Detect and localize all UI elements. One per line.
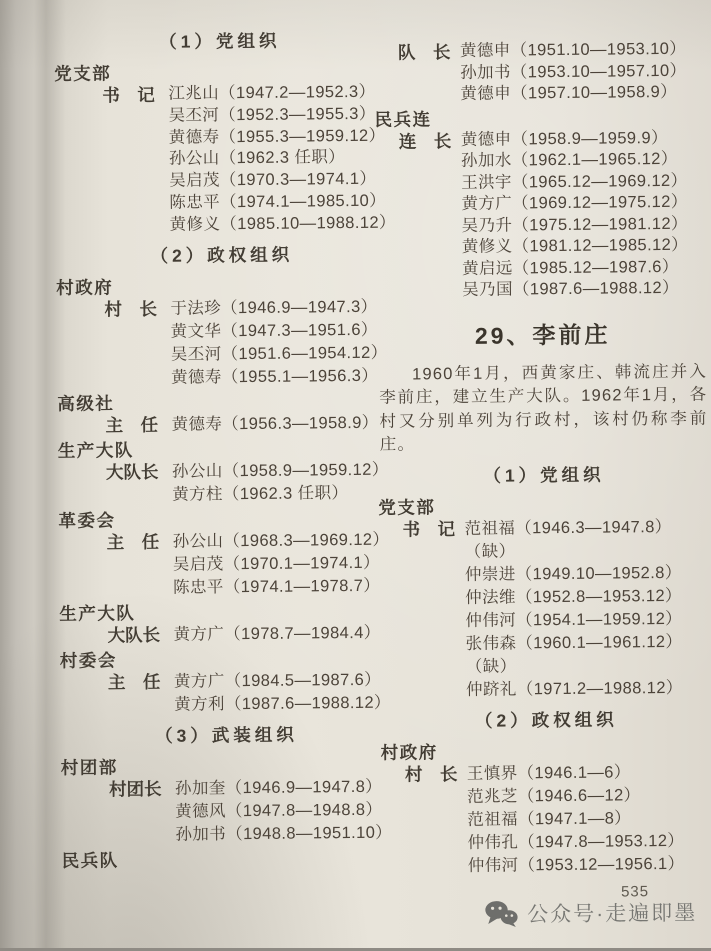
roster-entry: 孙公山（1962.3 任职）	[168, 148, 346, 169]
roster-entries	[173, 528, 392, 599]
role-label: 大队长	[105, 461, 159, 482]
roster-entries	[171, 411, 389, 436]
org-heading: 村政府	[380, 741, 438, 763]
roster-entry: 孙加书（1953.10—1957.10）	[460, 61, 687, 82]
roster-entry: 江兆山（1947.2—1952.3）	[168, 82, 376, 103]
watermark-text: 公众号·走遍即墨	[527, 901, 698, 927]
org-heading: 高级社	[57, 392, 115, 414]
roster-entry: 吴乃升（1975.12—1981.12）	[461, 214, 688, 235]
org-heading: 民兵队	[61, 849, 119, 871]
roster-entry: 陈忠平（1974.1—1985.10）	[169, 191, 387, 212]
village-title: 29、李前庄	[474, 321, 611, 349]
role-label: 主 任	[106, 531, 160, 552]
roster-entry: 孙公山（1968.3—1969.12）	[172, 530, 390, 551]
roster	[378, 515, 711, 702]
section-heading: （1）党组织	[483, 464, 605, 486]
role-label: 书 记	[402, 518, 456, 540]
roster-entry: 黄方利（1987.6—1988.12）	[174, 693, 391, 714]
roster-entry: 黄启远（1985.12—1987.6）	[461, 257, 679, 278]
roster-entry: 王慎界（1946.1—6）	[466, 762, 631, 783]
roster-entry: 吴启茂（1970.1—1974.1）	[172, 553, 381, 574]
section-heading: （2）政权组织	[474, 708, 618, 731]
roster-entry: 吴乃国（1987.6—1988.12）	[462, 278, 680, 299]
roster-entry: 黄修义（1985.10—1988.12）	[169, 213, 396, 234]
roster-entry: 黄修义（1981.12—1985.12）	[461, 235, 689, 256]
role-label: 村 长	[104, 298, 157, 319]
roster-entry: 黄方广（1984.5—1987.6）	[173, 670, 382, 691]
org-heading: 村委会	[59, 649, 117, 671]
roster	[54, 82, 396, 238]
roster	[60, 668, 392, 717]
roster-entries	[464, 515, 711, 701]
roster-entry: 仲法维（1952.8—1953.12）	[465, 586, 682, 607]
section-heading: （2）政权组织	[150, 244, 294, 266]
org-heading: 生产大队	[57, 439, 134, 461]
roster-entries	[461, 127, 709, 301]
wechat-icon	[484, 899, 518, 927]
roster-entry: 孙公山（1958.9—1959.12）	[171, 460, 389, 481]
roster-entry: 孙加水（1962.1—1965.12）	[460, 149, 678, 170]
roster-entry: 黄德寿（1955.3—1959.12）	[168, 126, 386, 147]
village-intro: 1960年1月，西黄家庄、韩流庄并入李前庄，建立生产大队。1962年1月，各村又分别单列为行政村，该村仍称李前庄。	[379, 362, 708, 454]
roster-entries	[175, 775, 394, 846]
org-heading: 村政府	[56, 276, 114, 298]
roster	[61, 775, 394, 847]
roster-entry: 孙加书（1948.8—1951.10）	[175, 823, 393, 844]
roster	[381, 760, 711, 878]
page-number: 535	[620, 883, 650, 901]
org-heading: 革委会	[58, 509, 116, 531]
role-label: 队 长	[397, 42, 451, 63]
role-label: 大队长	[107, 624, 161, 645]
roster	[58, 458, 390, 507]
section-heading: （1）党组织	[159, 30, 281, 52]
roster-entries	[172, 458, 390, 506]
roster-entry: 仲跻礼（1971.2—1988.12）	[465, 678, 683, 699]
roster-entry: 黄方广（1978.7—1984.4）	[173, 623, 381, 644]
roster-entry: 黄文华（1947.3—1951.6）	[170, 320, 378, 341]
roster-entries	[170, 295, 389, 389]
roster	[375, 127, 709, 302]
roster-entry: 陈忠平（1974.1—1978.7）	[172, 576, 381, 597]
roster	[59, 621, 391, 647]
org-heading: 生产大队	[59, 602, 136, 624]
roster-entry: 黄德申（1951.10—1953.10）	[459, 39, 687, 60]
roster-entries	[173, 621, 391, 646]
roster-entry: 仲伟河（1954.1—1959.12）	[465, 609, 683, 630]
roster-entry: 王洪宇（1965.12—1969.12）	[461, 171, 688, 192]
roster-entry: 黄德申（1957.10—1958.9）	[460, 82, 678, 103]
roster-entry: 黄方柱（1962.3 任职）	[172, 483, 349, 504]
roster-entry: 仲崇进（1949.10—1952.8）	[464, 563, 682, 584]
role-label: 连 长	[398, 130, 452, 152]
role-label: 主 任	[105, 414, 159, 435]
roster-entry: 孙加奎（1946.9—1947.8）	[174, 777, 383, 798]
roster-entries	[168, 82, 396, 237]
roster-entry: 仲伟河（1953.12—1956.1）	[467, 854, 685, 875]
roster-entry: 张伟森（1960.1—1961.12）	[465, 632, 683, 653]
roster-entry: 仲伟孔（1947.8—1953.12）	[467, 831, 685, 852]
roster-entries	[460, 39, 707, 106]
role-label: 村团长	[108, 778, 162, 799]
roster-entry: 吴丕河（1951.6—1954.12）	[170, 343, 388, 364]
roster-entries	[174, 668, 392, 716]
roster-entry: 吴丕河（1952.3—1955.3）	[168, 104, 376, 125]
watermark	[484, 897, 697, 929]
roster-entry: （缺）	[464, 541, 516, 561]
roster-entry: 范兆芝（1946.6—12）	[467, 785, 641, 806]
roster-entry: 黄德寿（1955.1—1956.3）	[170, 366, 379, 387]
roster-entry: 黄德寿（1956.3—1958.9）	[171, 413, 379, 434]
right-column	[374, 39, 711, 879]
roster	[57, 411, 389, 437]
org-heading: 民兵连	[374, 108, 432, 130]
roster-entry: 吴启茂（1970.3—1974.1）	[169, 169, 377, 190]
roster-entry: 黄德风（1947.8—1948.8）	[175, 800, 383, 821]
roster-entry: 黄方广（1969.12—1975.12）	[461, 192, 688, 213]
role-label: 书 记	[102, 84, 155, 106]
roster-entry: （缺）	[465, 656, 517, 676]
roster	[59, 528, 392, 600]
roster	[56, 295, 389, 390]
roster-entry: 范祖福（1946.3—1947.8）	[464, 517, 672, 538]
roster-entry: 黄德申（1958.9—1959.9）	[460, 128, 669, 149]
section-heading: （3）武装组织	[155, 724, 298, 746]
role-label: 主 任	[107, 671, 161, 692]
org-heading: 党支部	[378, 496, 436, 518]
org-heading: 村团部	[60, 756, 118, 778]
roster-entries	[467, 760, 711, 877]
org-heading: 党支部	[54, 63, 112, 84]
roster	[374, 39, 707, 107]
role-label: 村 长	[404, 763, 458, 785]
left-column	[54, 30, 394, 872]
roster-entry: 于法珍（1946.9—1947.3）	[170, 297, 378, 318]
roster-entry: 范祖福（1947.1—8）	[467, 808, 632, 829]
